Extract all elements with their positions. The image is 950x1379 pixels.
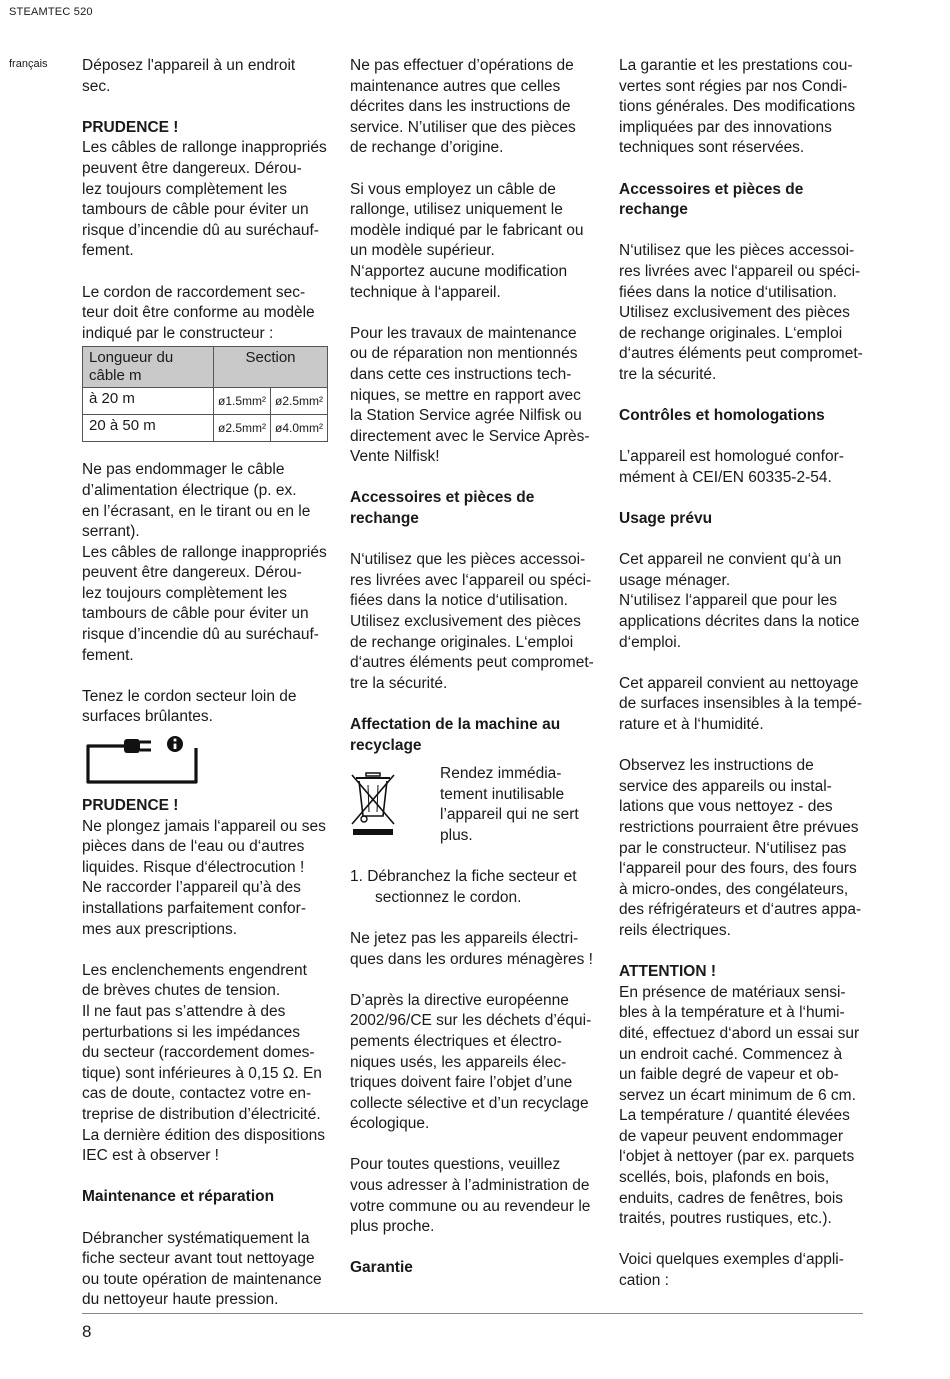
table-row: [83, 388, 328, 415]
heading-recyclage: Affectation de la machine au recyclage: [350, 716, 561, 754]
document-header: STEAMTEC 520: [9, 6, 93, 18]
recycle-block: [350, 764, 608, 846]
paragraph: Observez les instructions de service des appareils ou instal- lations que vous nettoyez - des restrictions pourraient être prévues par le constructeur. N‘utilisez pas l‘appareil pour des fours, des fours à micro-ondes, des congélateurs, des réfrigérateurs et d‘autres appa- reils électriques.: [619, 757, 862, 939]
table-row: [83, 415, 328, 442]
table-cell-length: 20 à 50 m: [83, 415, 214, 442]
paragraph: L’appareil est homologué confor- mément à CEI/EN 60335-2-54.: [619, 448, 844, 486]
paragraph: N‘utilisez que les pièces accessoi- res livrées avec l‘appareil ou spéci- fiées dans la notice d‘utilisation. Utilisez exclusivement des pièces de rechange originales. L‘emploi d‘autres éléments peut compromet- tre la sécurité.: [350, 551, 594, 692]
heading-garantie: Garantie: [350, 1259, 413, 1277]
list-item: 1. Débranchez la fiche secteur et sectionnez le cordon.: [350, 868, 577, 906]
heading-accessoires: Accessoires et pièces de rechange: [619, 180, 804, 219]
paragraph: Voici quelques exemples d‘appli- cation :: [619, 1251, 844, 1290]
heading-accessoires: Accessoires et pièces de rechange: [350, 489, 535, 528]
cable-section-table: [82, 346, 328, 442]
heading-prudence: PRUDENCE !: [82, 118, 179, 136]
heading-controles: Contrôles et homologations: [619, 407, 825, 425]
plug-cord-icon: [84, 736, 198, 786]
table-header-length: Longueur du câble m: [83, 347, 214, 388]
heading-attention: ATTENTION !: [619, 963, 717, 981]
paragraph: En présence de matériaux sensi- bles à la température et à l‘humi- dité, effectuez d‘abord un essai sur un endroit caché. Commencez à un faible degré de vapeur et ob- servez un écart minimum de 6 cm. La température / quantité élevées de vapeur peuvent endommager l‘objet à nettoyer (par ex. parquets scellés, bois, plafonds en bois, enduits, cadres de fenêtres, bois traités, poutres rustiques, etc.).: [619, 983, 860, 1228]
column-2: [350, 56, 608, 1279]
table-header-section: Section: [214, 347, 328, 388]
paragraph: Ne jetez pas les appareils électri- ques dans les ordures ménagères !: [350, 929, 593, 968]
paragraph: Cet appareil ne convient qu‘à un usage ménager. N‘utilisez l‘appareil que pour les applications décrites dans la notice d‘emploi.: [619, 551, 860, 651]
paragraph: Débrancher systématiquement la fiche secteur avant tout nettoyage ou toute opération de maintenance du nettoyeur haute pression.: [82, 1229, 322, 1309]
paragraph: Les enclenchements engendrent de brèves chutes de tension. Il ne faut pas s’attendre à des perturbations si les impédances du secteur (raccordement domes- tique) sont inférieures à 0,15 Ω. En cas de doute, contactez votre en- treprise de distribution d’électricité. La dernière édition des dispositions IEC est à observer !: [82, 961, 325, 1165]
language-label: français: [9, 58, 48, 70]
heading-usage: Usage prévu: [619, 510, 713, 528]
paragraph: Ne pas endommager le câble d’alimentation électrique (p. ex. en l’écrasant, en le tirant ou en le serrant). Les câbles de rallonge inappropriés peuvent être dangereux. Dérou- lez toujours complètement les tambours de câble pour éviter un risque d’incendie dû au suréchauf- fement.: [82, 461, 327, 664]
paragraph: N‘utilisez que les pièces accessoi- res livrées avec l‘appareil ou spéci- fiées dans la notice d‘utilisation. Utilisez exclusivement des pièces de rechange originales. L‘emploi d‘autres éléments peut compromet- tre la sécurité.: [619, 242, 863, 383]
paragraph: Cet appareil convient au nettoyage de surfaces insensibles à la tempé- rature et à l‘humidité.: [619, 674, 862, 733]
paragraph: Le cordon de raccordement sec- teur doit être conforme au modèle indiqué par le constructeur :: [82, 283, 315, 342]
heading-prudence: PRUDENCE !: [82, 797, 179, 815]
footer-divider: [82, 1313, 863, 1314]
page-number: 8: [82, 1322, 92, 1341]
column-1: [82, 56, 337, 1311]
paragraph: Pour les travaux de maintenance ou de réparation non mentionnés dans cette ces instructions tech- niques, se mettre en rapport avec la Station Service agrée Nilfisk ou directement avec le Service Après- Vente Nilfisk!: [350, 324, 590, 466]
paragraph: Déposez l'appareil à un endroit sec.: [82, 57, 296, 95]
paragraph: D’après la directive européenne 2002/96/CE sur les déchets d’équi- pements électriques et électro- niques usés, les appareils élec- triques doivent faire l’objet d’une collecte sélective et d’un recyclage écologique.: [350, 991, 592, 1133]
paragraph: Tenez le cordon secteur loin de surfaces brûlantes.: [82, 687, 297, 726]
paragraph: Si vous employez un câble de rallonge, utilisez uniquement le modèle indiqué par le fabricant ou un modèle supérieur. N‘apportez aucune modification technique à l‘appareil.: [350, 180, 584, 301]
heading-maintenance: Maintenance et réparation: [82, 1188, 275, 1206]
paragraph: Les câbles de rallonge inappropriés peuvent être dangereux. Dérou- lez toujours complètement les tambours de câble pour éviter un risque d’incendie dû au suréchauf- fement.: [82, 139, 327, 260]
paragraph: Ne plongez jamais l‘appareil ou ses pièces dans de l‘eau ou d‘autres liquides. Risque d‘électrocution ! Ne raccorder l’appareil qu’à des installations parfaitement confor- mes aux prescriptions.: [82, 817, 326, 938]
table-cell-section: ø1.5mm²: [214, 388, 271, 415]
paragraph: Pour toutes questions, veuillez vous adresser à l’administration de votre commune ou au revendeur le plus proche.: [350, 1156, 591, 1236]
paragraph: La garantie et les prestations cou- vertes sont régies par nos Condi- tions générales. Des modifications impliquées par des innovations techniques sont réservées.: [619, 57, 856, 157]
column-3: [619, 56, 877, 1292]
table-cell-section: ø2.5mm²: [271, 388, 328, 415]
crossed-bin-weee-icon: [350, 772, 396, 836]
table-cell-length: à 20 m: [83, 388, 214, 415]
paragraph: Ne pas effectuer d’opérations de maintenance autres que celles décrites dans les instructions de service. N’utiliser que des pièces de rechange d’origine.: [350, 57, 576, 157]
recycle-instruction: Rendez immédia- tement inutilisable l’appareil qui ne sert plus.: [440, 765, 579, 844]
table-cell-section: ø2.5mm²: [214, 415, 271, 442]
table-cell-section: ø4.0mm²: [271, 415, 328, 442]
